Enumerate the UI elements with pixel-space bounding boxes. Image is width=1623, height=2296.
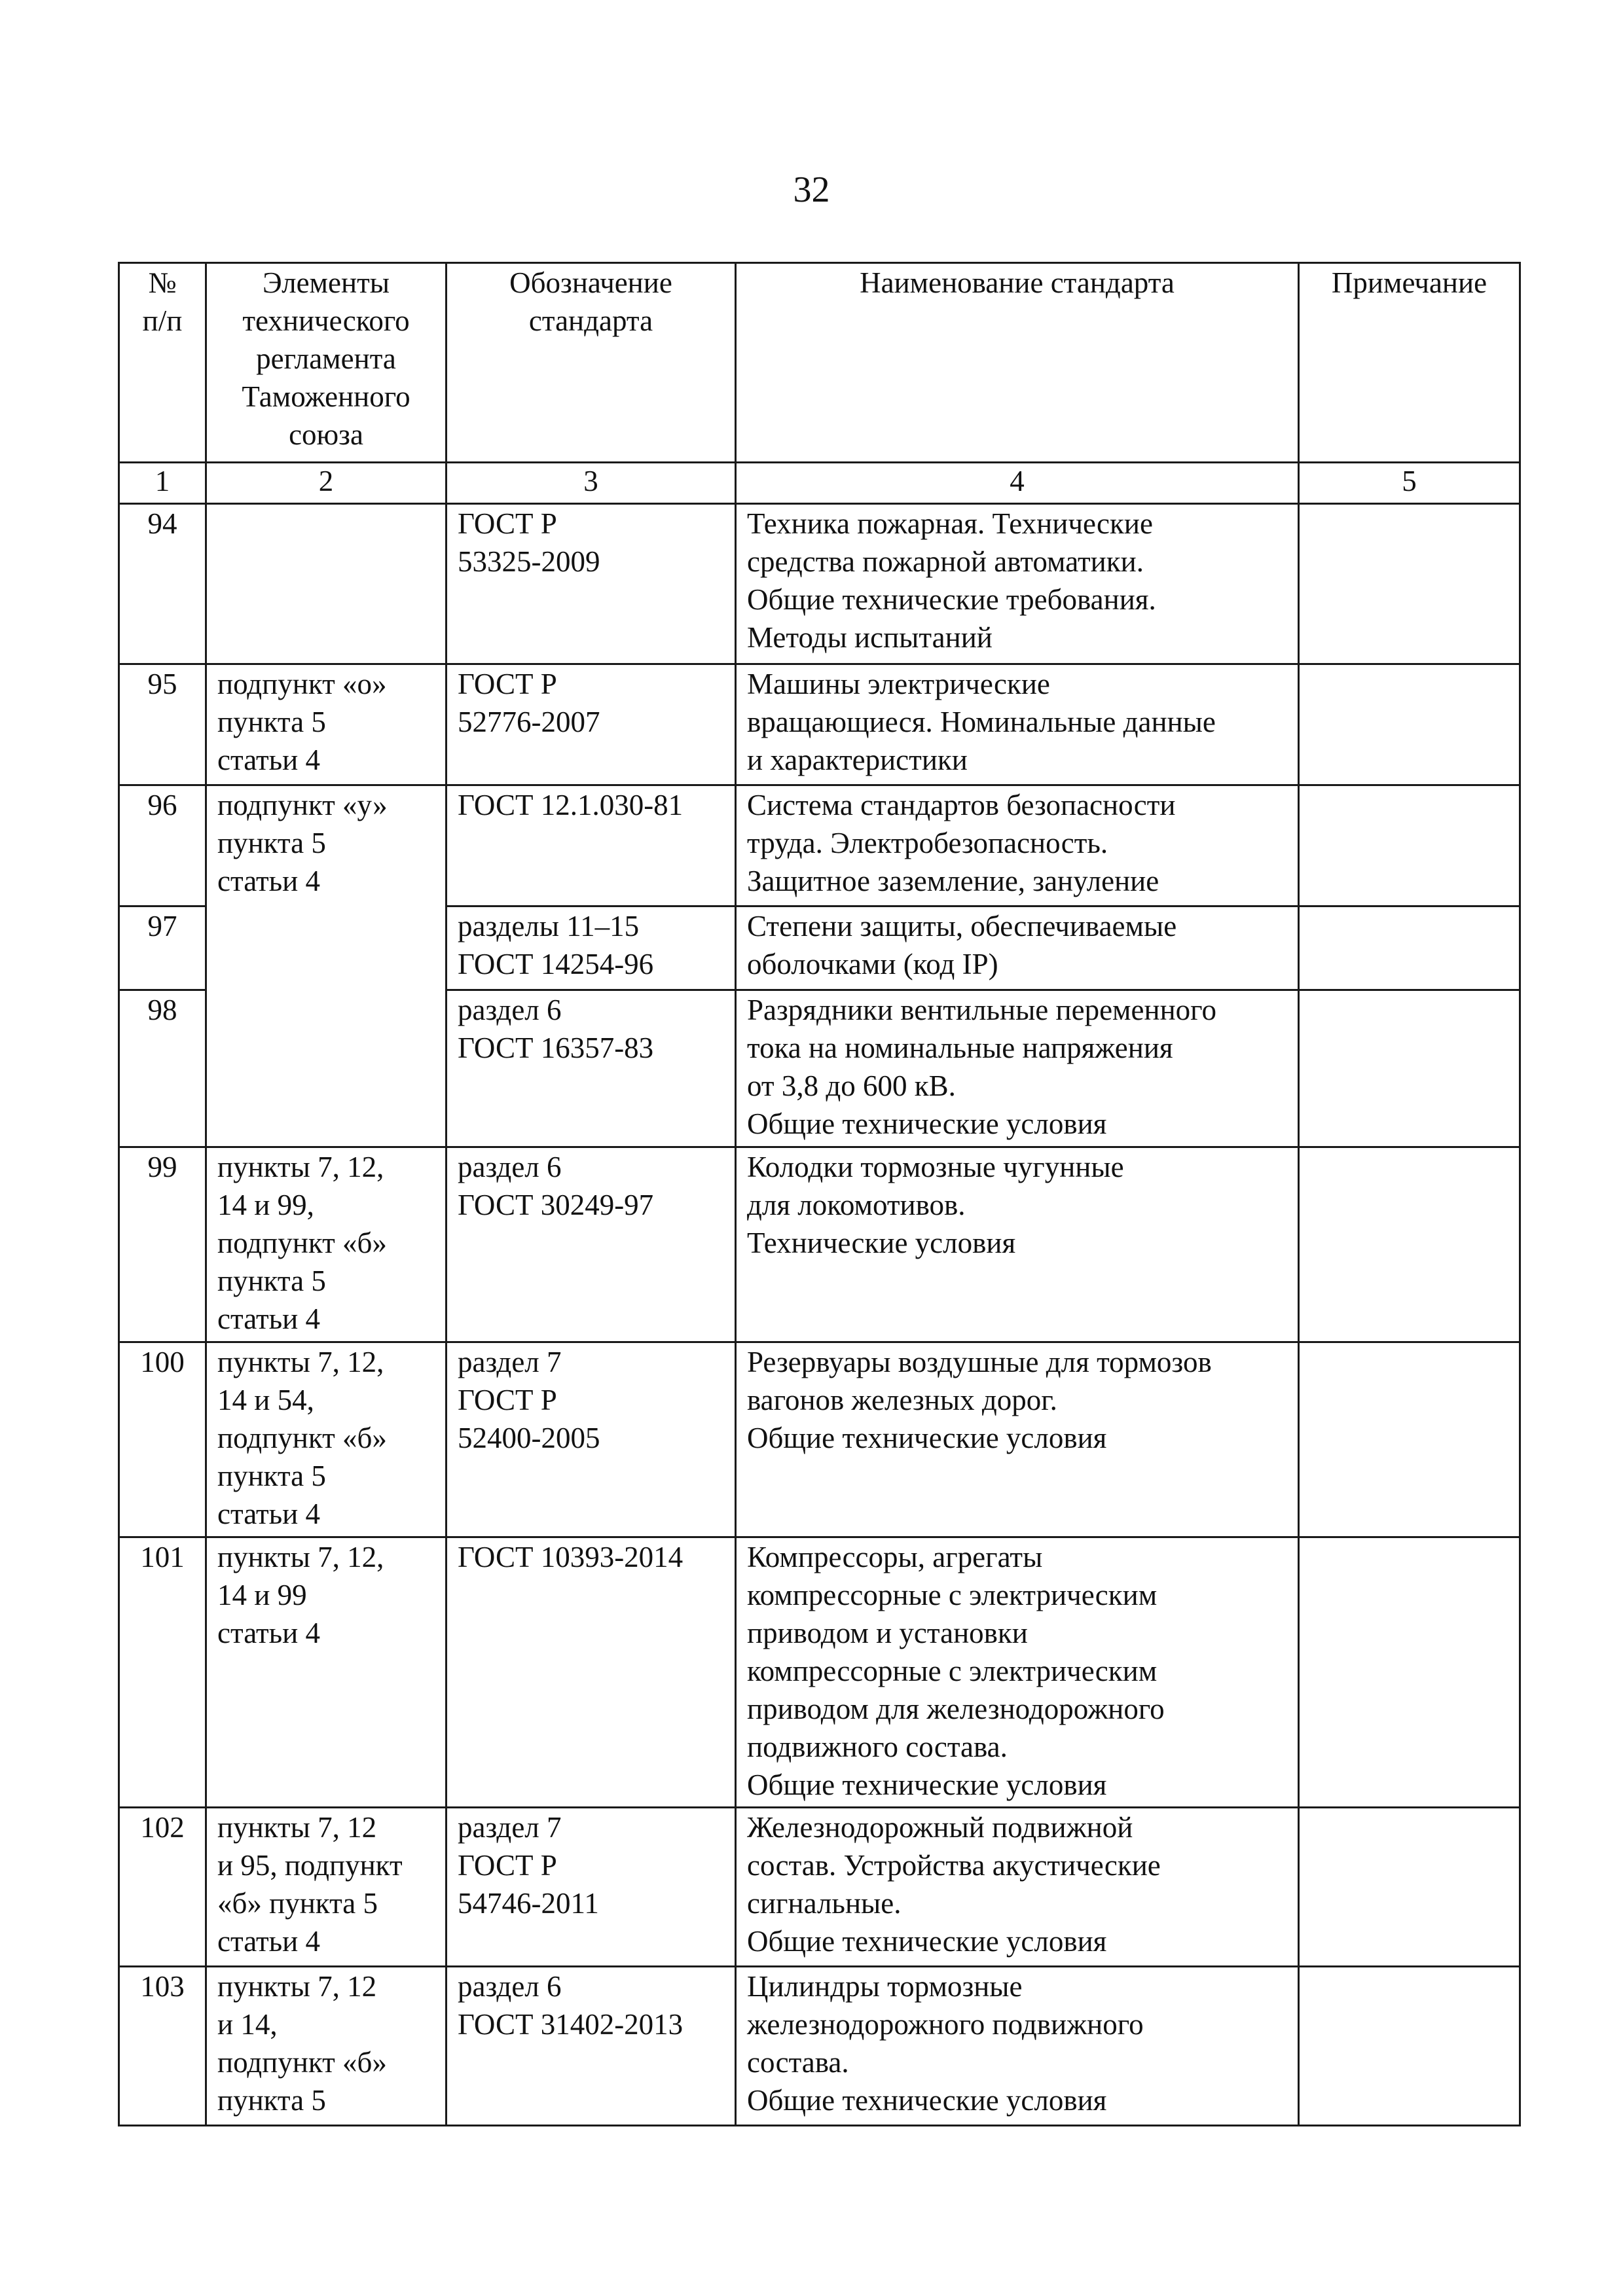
row-note bbox=[1299, 1967, 1520, 2126]
name-line: компрессорные с электрическим bbox=[747, 1655, 1158, 1687]
row-number: 94 bbox=[119, 504, 206, 664]
designation-line: раздел 6 bbox=[458, 1970, 562, 2003]
row-elements bbox=[206, 785, 447, 1147]
designation-line: ГОСТ 12.1.030-81 bbox=[458, 789, 684, 821]
name-line: Общие технические условия bbox=[747, 1422, 1107, 1454]
name-line: Степени защиты, обеспечиваемые bbox=[747, 910, 1177, 942]
elements-line: статьи 4 bbox=[217, 865, 321, 897]
header-line: регламента bbox=[256, 342, 396, 375]
designation-line: раздел 7 bbox=[458, 1811, 562, 1844]
elements-line: и 95, подпункт bbox=[217, 1849, 403, 1882]
header-elements bbox=[206, 263, 447, 463]
header-designation bbox=[447, 263, 736, 463]
table-header-row bbox=[119, 263, 1520, 463]
designation-line: ГОСТ Р bbox=[458, 507, 557, 540]
name-line: Компрессоры, агрегаты bbox=[747, 1541, 1043, 1573]
name-line: Общие технические требования. bbox=[747, 583, 1156, 616]
name-line: сигнальные. bbox=[747, 1887, 902, 1920]
header-line: стандарта bbox=[528, 304, 653, 337]
elements-line: статьи 4 bbox=[217, 744, 321, 776]
column-number: 4 bbox=[736, 463, 1299, 504]
row-standard-name bbox=[736, 906, 1299, 990]
header-number bbox=[119, 263, 206, 463]
name-line: подвижного состава. bbox=[747, 1731, 1008, 1763]
designation-line: ГОСТ Р bbox=[458, 1849, 557, 1882]
elements-line: подпункт «о» bbox=[217, 668, 387, 700]
row-designation bbox=[447, 1967, 736, 2126]
row-number: 101 bbox=[119, 1537, 206, 1808]
header-line: № bbox=[148, 266, 177, 299]
column-number: 3 bbox=[447, 463, 736, 504]
name-line: состава. bbox=[747, 2046, 849, 2079]
elements-line: пункта 5 bbox=[217, 706, 326, 738]
name-line: от 3,8 до 600 кВ. bbox=[747, 1069, 956, 1102]
name-line: труда. Электробезопасность. bbox=[747, 827, 1108, 859]
row-standard-name bbox=[736, 1537, 1299, 1808]
elements-line: статьи 4 bbox=[217, 1498, 321, 1530]
row-number: 102 bbox=[119, 1808, 206, 1967]
designation-line: раздел 6 bbox=[458, 1151, 562, 1183]
designation-line: ГОСТ 30249-97 bbox=[458, 1189, 654, 1221]
row-elements bbox=[206, 664, 447, 785]
name-line: Общие технические условия bbox=[747, 1107, 1107, 1140]
name-line: Общие технические условия bbox=[747, 1925, 1107, 1958]
column-numbers-row bbox=[119, 463, 1520, 504]
name-line: приводом для железнодорожного bbox=[747, 1693, 1165, 1725]
elements-line: пункта 5 bbox=[217, 1265, 326, 1297]
designation-line: 53325-2009 bbox=[458, 545, 600, 578]
name-line: Цилиндры тормозные bbox=[747, 1970, 1023, 2003]
row-number: 95 bbox=[119, 664, 206, 785]
name-line: средства пожарной автоматики. bbox=[747, 545, 1144, 578]
row-note bbox=[1299, 1537, 1520, 1808]
elements-line: пункты 7, 12, bbox=[217, 1346, 384, 1378]
name-line: Резервуары воздушные для тормозов bbox=[747, 1346, 1212, 1378]
elements-line: пункта 5 bbox=[217, 827, 326, 859]
name-line: компрессорные с электрическим bbox=[747, 1579, 1158, 1611]
name-line: состав. Устройства акустические bbox=[747, 1849, 1161, 1882]
row-standard-name bbox=[736, 990, 1299, 1147]
header-line: технического bbox=[242, 304, 410, 337]
name-line: вагонов железных дорог. bbox=[747, 1384, 1057, 1416]
elements-line: пункты 7, 12 bbox=[217, 1970, 377, 2003]
row-elements bbox=[206, 1342, 447, 1537]
name-line: и характеристики bbox=[747, 744, 968, 776]
standards-table bbox=[118, 262, 1521, 2126]
elements-line: и 14, bbox=[217, 2008, 278, 2041]
name-line: Технические условия bbox=[747, 1227, 1016, 1259]
elements-line: 14 и 99 bbox=[217, 1579, 307, 1611]
header-line: Наименование стандарта bbox=[860, 266, 1175, 299]
name-line: Машины электрические bbox=[747, 668, 1050, 700]
designation-line: 52400-2005 bbox=[458, 1422, 600, 1454]
header-line: Примечание bbox=[1331, 266, 1487, 299]
row-number: 97 bbox=[119, 906, 206, 990]
row-number: 100 bbox=[119, 1342, 206, 1537]
row-note bbox=[1299, 1147, 1520, 1342]
designation-line: ГОСТ 14254-96 bbox=[458, 948, 654, 980]
table-row bbox=[119, 504, 1520, 664]
row-note bbox=[1299, 1808, 1520, 1967]
elements-line: 14 и 54, bbox=[217, 1384, 314, 1416]
elements-line: пункта 5 bbox=[217, 1460, 326, 1492]
table-row bbox=[119, 785, 1520, 906]
row-designation bbox=[447, 785, 736, 906]
designation-line: ГОСТ Р bbox=[458, 1384, 557, 1416]
elements-line: статьи 4 bbox=[217, 1925, 321, 1958]
designation-line: ГОСТ 10393-2014 bbox=[458, 1541, 684, 1573]
designation-line: ГОСТ 16357-83 bbox=[458, 1031, 654, 1064]
row-note bbox=[1299, 504, 1520, 664]
designation-line: разделы 11–15 bbox=[458, 910, 640, 942]
elements-line: подпункт «б» bbox=[217, 1227, 387, 1259]
name-line: Разрядники вентильные переменного bbox=[747, 994, 1217, 1026]
column-number: 2 bbox=[206, 463, 447, 504]
row-designation bbox=[447, 664, 736, 785]
elements-line: статьи 4 bbox=[217, 1617, 321, 1649]
row-number: 96 bbox=[119, 785, 206, 906]
row-standard-name bbox=[736, 664, 1299, 785]
name-line: Колодки тормозные чугунные bbox=[747, 1151, 1124, 1183]
elements-line: пункта 5 bbox=[217, 2084, 326, 2117]
row-note bbox=[1299, 990, 1520, 1147]
name-line: Техника пожарная. Технические bbox=[747, 507, 1153, 540]
name-line: железнодорожного подвижного bbox=[747, 2008, 1144, 2041]
designation-line: раздел 6 bbox=[458, 994, 562, 1026]
elements-line: пункты 7, 12, bbox=[217, 1151, 384, 1183]
header-line: Обозначение bbox=[509, 266, 672, 299]
table-row bbox=[119, 1967, 1520, 2126]
name-line: Общие технические условия bbox=[747, 2084, 1107, 2117]
header-line: союза bbox=[289, 418, 363, 451]
row-elements bbox=[206, 1147, 447, 1342]
name-line: приводом и установки bbox=[747, 1617, 1028, 1649]
row-designation bbox=[447, 1342, 736, 1537]
table-row bbox=[119, 664, 1520, 785]
table-row bbox=[119, 1537, 1520, 1808]
row-note bbox=[1299, 906, 1520, 990]
name-line: Железнодорожный подвижной bbox=[747, 1811, 1133, 1844]
designation-line: 54746-2011 bbox=[458, 1887, 599, 1920]
row-elements bbox=[206, 1537, 447, 1808]
elements-line: подпункт «у» bbox=[217, 789, 388, 821]
row-note bbox=[1299, 664, 1520, 785]
designation-line: ГОСТ Р bbox=[458, 668, 557, 700]
name-line: Система стандартов безопасности bbox=[747, 789, 1176, 821]
elements-line: «б» пункта 5 bbox=[217, 1887, 378, 1920]
name-line: Защитное заземление, зануление bbox=[747, 865, 1159, 897]
elements-line: пункты 7, 12, bbox=[217, 1541, 384, 1573]
table-row bbox=[119, 1147, 1520, 1342]
row-elements bbox=[206, 1967, 447, 2126]
row-designation bbox=[447, 1147, 736, 1342]
elements-line: 14 и 99, bbox=[217, 1189, 314, 1221]
designation-line: ГОСТ 31402-2013 bbox=[458, 2008, 684, 2041]
header-note bbox=[1299, 263, 1520, 463]
row-designation bbox=[447, 1537, 736, 1808]
row-standard-name bbox=[736, 1808, 1299, 1967]
header-line: Элементы bbox=[263, 266, 390, 299]
row-designation bbox=[447, 990, 736, 1147]
row-number: 98 bbox=[119, 990, 206, 1147]
header-line: Таможенного bbox=[242, 380, 410, 413]
name-line: Методы испытаний bbox=[747, 621, 993, 654]
row-elements bbox=[206, 1808, 447, 1967]
header-line: п/п bbox=[142, 304, 183, 337]
row-elements bbox=[206, 504, 447, 664]
table-row bbox=[119, 1342, 1520, 1537]
row-standard-name bbox=[736, 1147, 1299, 1342]
row-designation bbox=[447, 1808, 736, 1967]
row-designation bbox=[447, 906, 736, 990]
row-designation bbox=[447, 504, 736, 664]
elements-line: статьи 4 bbox=[217, 1302, 321, 1335]
designation-line: 52776-2007 bbox=[458, 706, 600, 738]
name-line: оболочками (код IP) bbox=[747, 948, 998, 980]
elements-line: подпункт «б» bbox=[217, 1422, 387, 1454]
name-line: тока на номинальные напряжения bbox=[747, 1031, 1173, 1064]
name-line: Общие технические условия bbox=[747, 1768, 1107, 1801]
table-row bbox=[119, 1808, 1520, 1967]
row-number: 99 bbox=[119, 1147, 206, 1342]
header-standard-name bbox=[736, 263, 1299, 463]
column-number: 1 bbox=[119, 463, 206, 504]
name-line: для локомотивов. bbox=[747, 1189, 966, 1221]
elements-line: пункты 7, 12 bbox=[217, 1811, 377, 1844]
name-line: вращающиеся. Номинальные данные bbox=[747, 706, 1216, 738]
elements-line: подпункт «б» bbox=[217, 2046, 387, 2079]
row-number: 103 bbox=[119, 1967, 206, 2126]
page-number: 32 bbox=[793, 170, 830, 210]
row-standard-name bbox=[736, 1967, 1299, 2126]
designation-line: раздел 7 bbox=[458, 1346, 562, 1378]
row-standard-name bbox=[736, 504, 1299, 664]
row-note bbox=[1299, 785, 1520, 906]
row-note bbox=[1299, 1342, 1520, 1537]
column-number: 5 bbox=[1299, 463, 1520, 504]
row-standard-name bbox=[736, 785, 1299, 906]
row-standard-name bbox=[736, 1342, 1299, 1537]
